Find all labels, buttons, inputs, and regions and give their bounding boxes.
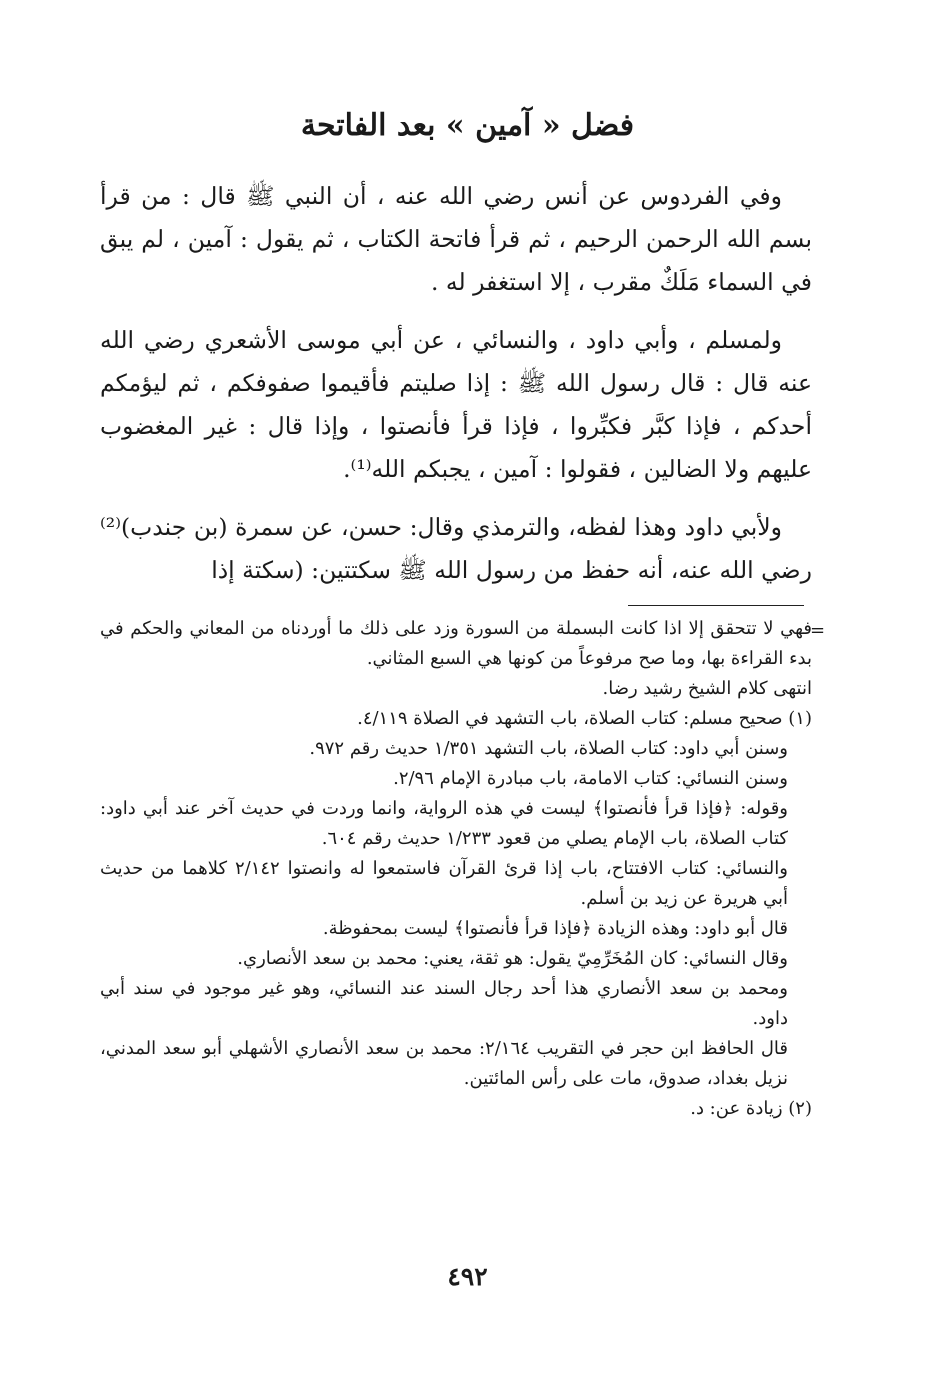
footnote-line: قال الحافظ ابن حجر في التقريب ٢/١٦٤: محمد بن سعد الأنصاري الأشهلي أبو سعد المدني، نزيل بغداد، صدوق، مات على رأس المائتين.	[100, 1038, 788, 1089]
body-paragraph: وفي الفردوس عن أنس رضي الله عنه ، أن النبي ﷺ قال : من قرأ بسم الله الرحمن الرحيم ، ثم قرأ فاتحة الكتاب ، ثم يقول : آمين ، لم يبق في السماء مَلَكٌ مقرب ، إلا استغفر له .	[100, 182, 812, 296]
footnote-line: انتهى كلام الشيخ رشيد رضا.	[602, 678, 812, 699]
footnote-continuation-mark: =	[810, 620, 826, 641]
main-text	[100, 175, 812, 592]
body-paragraph: ولمسلم ، وأبي داود ، والنسائي ، عن أبي موسى الأشعري رضي الله عنه قال : قال رسول الله ﷺ : إذا صليتم فأقيموا صفوفكم ، ثم ليؤمكم أحدكم ، فإذا كبَّر فكبِّروا ، فإذا قرأ فأنصتوا ، وإذا قال : غير المغضوب عليهم ولا الضالين ، فقولوا : آمين ، يجبكم الله⁽¹⁾.	[100, 326, 812, 483]
footnote-line: ومحمد بن سعد الأنصاري هذا أحد رجال السند عند النسائي، وهو غير موجود في سند أبي داود.	[100, 978, 788, 1029]
footnote-line: (٢) زيادة عن: د.	[690, 1098, 812, 1119]
footnote-line: وقال النسائي: كان المُخَرِّمِيّ يقول: هو ثقة، يعني: محمد بن سعد الأنصاري.	[237, 948, 788, 969]
footnote-line: فهي لا تتحقق إلا اذا كانت البسملة من السورة وزد على ذلك ما أوردناه من المعاني والحكم في بدء القراءة بها، وما صح مرفوعاً من كونها هي السبع المثاني.	[100, 618, 812, 669]
page-number: ٤٩٢	[447, 1262, 488, 1291]
footnote-line: وسنن أبي داود: كتاب الصلاة، باب التشهد ١/٣٥١ حديث رقم ٩٧٢.	[309, 738, 788, 759]
body-paragraph: ولأبي داود وهذا لفظه، والترمذي وقال: حسن، عن سمرة (بن جندب)⁽²⁾ رضي الله عنه، أنه حفظ من رسول الله ﷺ سكتتين: (سكتة إذا	[100, 513, 812, 584]
footnotes	[100, 614, 812, 1124]
footnote-line: وسنن النسائي: كتاب الامامة، باب مبادرة الإمام ٢/٩٦.	[393, 768, 788, 789]
footnote-separator	[628, 605, 804, 606]
footnote-line: (١) صحيح مسلم: كتاب الصلاة، باب التشهد في الصلاة ٤/١١٩.	[357, 708, 812, 729]
footnote-line: قال أبو داود: وهذه الزيادة ﴿فإذا قرأ فأنصتوا﴾ ليست بمحفوظة.	[322, 918, 788, 939]
page-title: فضل « آمين » بعد الفاتحة	[300, 108, 635, 143]
footnote-line: والنسائي: كتاب الافتتاح، باب إذا قرئ القرآن فاستمعوا له وانصتوا ٢/١٤٢ كلاهما من حديث أبي هريرة عن زيد بن أسلم.	[100, 858, 788, 909]
footnote-line: وقوله: ﴿فإذا قرأ فأنصتوا﴾ ليست في هذه الرواية، وانما وردت في حديث آخر عند أبي داود: كتاب الصلاة، باب الإمام يصلي من قعود ١/٢٣٣ حديث رقم ٦٠٤.	[100, 798, 788, 849]
